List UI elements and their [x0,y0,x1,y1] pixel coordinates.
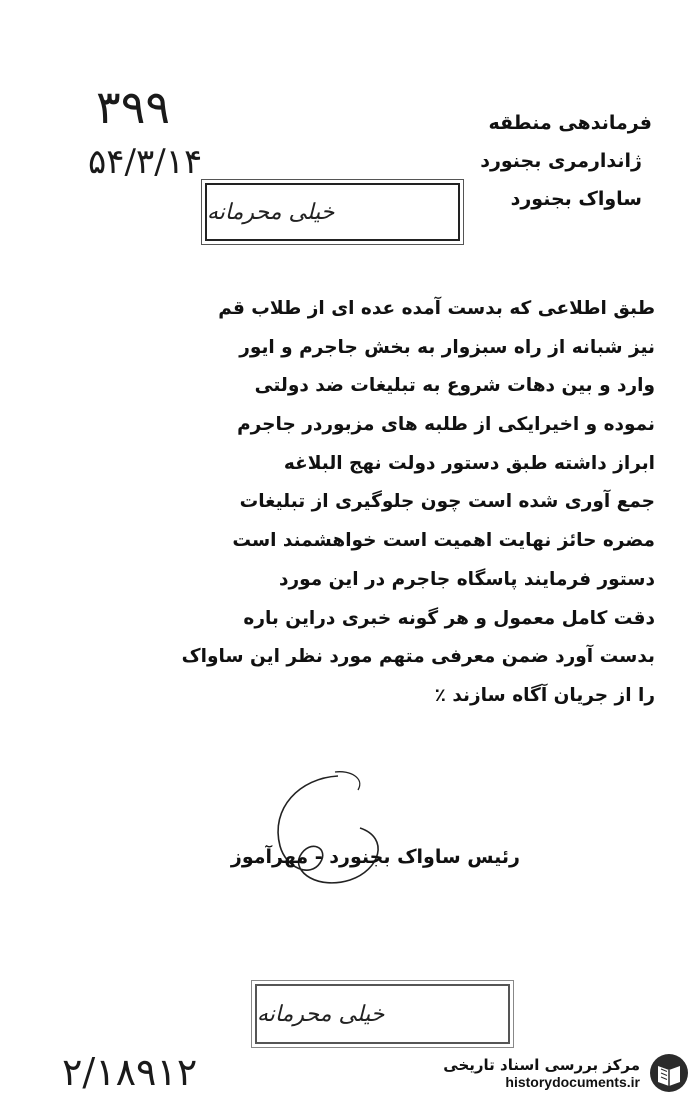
signature-title: رئیس ساواک بجنورد - مهرآموز [230,846,520,868]
body-line: مضره حائز نهایت اهمیت است خواهشمند است [232,530,655,552]
body-line: جمع آوری شده است چون جلوگیری از تبلیغات [239,491,655,513]
body-line: دستور فرمایند پاسگاه جاجرم در این مورد [278,568,655,590]
logo-title: مرکز بررسی اسناد تاریخی [443,1056,640,1074]
classification-stamp [205,183,460,241]
book-logo-icon [648,1052,690,1094]
body-line: طبق اطلاعی که بدست آمده عده ای از طلاب قم [218,298,655,319]
recipient-line: ساواک بجنورد [510,188,642,210]
body-line: ابراز داشته طبق دستور دولت نهج البلاغه [283,452,655,474]
classification-stamp-bottom [255,984,510,1044]
recipient-line: فرماندهی منطقه [488,112,652,134]
logo-url: historydocuments.ir [505,1074,640,1090]
stamp-label: خیلی محرمانه [207,199,335,225]
recipient-line: ژاندارمری بجنورد [480,150,642,172]
handwritten-date: ۵۴/۳/۱۴ [88,142,203,182]
body-line: بدست آورد ضمن معرفی متهم مورد نظر این ساواک [181,646,655,668]
body-line: نموده و اخیرایکی از طلبه های مزبوردر جاجرم [237,414,655,436]
letter-body [110,290,655,716]
stamp-label: خیلی محرمانه [257,1001,385,1027]
signature-scribble [240,768,440,898]
handwritten-document-number: ۳۹۹ [96,80,171,134]
archive-logo [443,1052,690,1094]
body-line: نیز شبانه از راه سبزوار به بخش جاجرم و ایور [239,336,655,358]
body-line: دقت کامل معمول و هر گونه خبری دراین باره [243,607,655,629]
handwritten-archive-number: ۲/۱۸۹۱۲ [62,1050,198,1094]
body-line: را از جریان آگاه سازند ٪ [434,684,655,706]
body-line: وارد و بین دهات شروع به تبلیغات ضد دولتی [254,375,655,397]
